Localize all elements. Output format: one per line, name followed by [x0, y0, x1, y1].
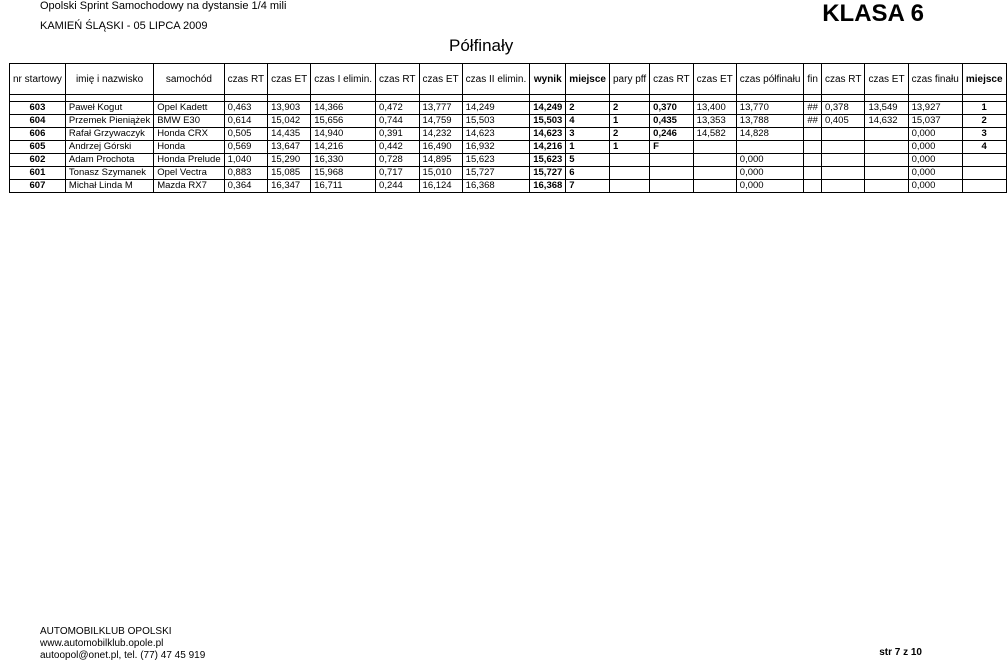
table-cell: 13,549: [865, 102, 908, 115]
column-header: imię i nazwisko: [65, 64, 153, 95]
table-cell: 14,366: [311, 102, 376, 115]
table-cell: 1: [610, 141, 650, 154]
table-cell: 0,000: [908, 180, 962, 193]
spacer-cell: [865, 95, 908, 102]
table-cell: 1: [566, 141, 610, 154]
spacer-cell: [224, 95, 268, 102]
table-cell: [610, 180, 650, 193]
table-cell: 0,000: [736, 167, 804, 180]
table-cell: [804, 128, 822, 141]
table-cell: 15,727: [530, 167, 566, 180]
spacer-cell: [154, 95, 224, 102]
table-cell: [693, 154, 736, 167]
table-cell: [804, 154, 822, 167]
table-cell: 0,505: [224, 128, 268, 141]
table-cell: Tonasz Szymanek: [65, 167, 153, 180]
table-cell: 15,623: [530, 154, 566, 167]
table-cell: 6: [566, 167, 610, 180]
spacer-cell: [693, 95, 736, 102]
table-cell: 0,569: [224, 141, 268, 154]
class-title: KLASA 6: [822, 0, 924, 27]
table-cell: 14,249: [462, 102, 530, 115]
table-cell: 16,347: [268, 180, 311, 193]
column-header: wynik: [530, 64, 566, 95]
table-cell: Przemek Pieniążek: [65, 115, 153, 128]
table-cell: 0,405: [821, 115, 865, 128]
table-cell: 13,788: [736, 115, 804, 128]
spacer-cell: [65, 95, 153, 102]
spacer-cell: [610, 95, 650, 102]
table-cell: Opel Vectra: [154, 167, 224, 180]
table-cell: ##: [804, 102, 822, 115]
column-header: czas ET: [419, 64, 462, 95]
table-cell: 0,000: [908, 167, 962, 180]
table-cell: 14,232: [419, 128, 462, 141]
table-cell: [804, 180, 822, 193]
table-cell: 4: [962, 141, 1006, 154]
table-cell: 0,614: [224, 115, 268, 128]
table-cell: Opel Kadett: [154, 102, 224, 115]
table-cell: 16,124: [419, 180, 462, 193]
table-cell: [804, 141, 822, 154]
table-cell: 14,828: [736, 128, 804, 141]
table-cell: [693, 141, 736, 154]
spacer-cell: [268, 95, 311, 102]
table-cell: [736, 141, 804, 154]
table-row: [10, 128, 1007, 141]
table-header-row: [10, 64, 1007, 95]
table-row: [10, 167, 1007, 180]
table-cell: [821, 167, 865, 180]
table-cell: 606: [10, 128, 66, 141]
table-cell: 0,472: [376, 102, 420, 115]
table-cell: Honda CRX: [154, 128, 224, 141]
spacer-cell: [10, 95, 66, 102]
table-cell: 0,370: [650, 102, 694, 115]
column-header: czas RT: [224, 64, 268, 95]
table-cell: Mazda RX7: [154, 180, 224, 193]
table-cell: 14,632: [865, 115, 908, 128]
table-cell: 0,378: [821, 102, 865, 115]
table-cell: [821, 154, 865, 167]
spacer-cell: [821, 95, 865, 102]
table-cell: Adam Prochota: [65, 154, 153, 167]
column-header: czas ET: [693, 64, 736, 95]
table-cell: [693, 167, 736, 180]
table-cell: 13,353: [693, 115, 736, 128]
table-cell: 0,246: [650, 128, 694, 141]
table-cell: 2: [566, 102, 610, 115]
table-cell: 14,940: [311, 128, 376, 141]
table-cell: 13,927: [908, 102, 962, 115]
column-header: czas półfinału: [736, 64, 804, 95]
table-cell: 0,000: [908, 128, 962, 141]
table-cell: 14,435: [268, 128, 311, 141]
column-header: pary pff: [610, 64, 650, 95]
spacer-cell: [462, 95, 530, 102]
table-cell: [865, 180, 908, 193]
table-cell: 604: [10, 115, 66, 128]
table-cell: [650, 154, 694, 167]
table-cell: 15,010: [419, 167, 462, 180]
table-cell: 605: [10, 141, 66, 154]
table-cell: 0,435: [650, 115, 694, 128]
column-header: czas RT: [376, 64, 420, 95]
table-cell: 13,400: [693, 102, 736, 115]
table-cell: 14,623: [530, 128, 566, 141]
table-cell: 7: [566, 180, 610, 193]
table-cell: 607: [10, 180, 66, 193]
table-cell: 0,391: [376, 128, 420, 141]
table-cell: 2: [962, 115, 1006, 128]
table-cell: 4: [566, 115, 610, 128]
table-cell: 14,582: [693, 128, 736, 141]
table-cell: 14,895: [419, 154, 462, 167]
table-cell: 0,000: [736, 154, 804, 167]
table-cell: 601: [10, 167, 66, 180]
table-cell: [865, 167, 908, 180]
table-cell: 1: [962, 102, 1006, 115]
stage-title: Półfinały: [449, 36, 514, 55]
table-cell: 0,463: [224, 102, 268, 115]
table-cell: [610, 154, 650, 167]
spacer-cell: [566, 95, 610, 102]
table-cell: Honda: [154, 141, 224, 154]
column-header: miejsce: [566, 64, 610, 95]
table-cell: 16,330: [311, 154, 376, 167]
table-cell: 0,000: [908, 141, 962, 154]
table-cell: 15,290: [268, 154, 311, 167]
table-cell: 602: [10, 154, 66, 167]
spacer-cell: [311, 95, 376, 102]
organizer-contact: autoopol@onet.pl, tel. (77) 47 45 919: [40, 650, 206, 661]
spacer-cell: [530, 95, 566, 102]
table-cell: Michał Linda M: [65, 180, 153, 193]
spacer-cell: [908, 95, 962, 102]
table-cell: F: [650, 141, 694, 154]
table-cell: BMW E30: [154, 115, 224, 128]
column-header: nr startowy: [10, 64, 66, 95]
table-cell: 13,777: [419, 102, 462, 115]
table-cell: 0,717: [376, 167, 420, 180]
table-cell: 0,000: [908, 154, 962, 167]
table-row: [10, 115, 1007, 128]
table-cell: 603: [10, 102, 66, 115]
results-body: [10, 95, 1007, 193]
column-header: czas RT: [650, 64, 694, 95]
table-cell: 0,244: [376, 180, 420, 193]
table-cell: 13,647: [268, 141, 311, 154]
table-row: [10, 141, 1007, 154]
table-cell: 0,744: [376, 115, 420, 128]
table-cell: 0,442: [376, 141, 420, 154]
table-cell: ##: [804, 115, 822, 128]
organizer-website: www.automobilklub.opole.pl: [40, 638, 164, 649]
table-cell: [962, 180, 1006, 193]
table-row: [10, 102, 1007, 115]
table-cell: 2: [610, 102, 650, 115]
table-cell: Honda Prelude: [154, 154, 224, 167]
spacer-cell: [419, 95, 462, 102]
table-cell: 0,728: [376, 154, 420, 167]
column-header: czas II elimin.: [462, 64, 530, 95]
table-cell: [804, 167, 822, 180]
table-cell: Andrzej Górski: [65, 141, 153, 154]
table-row: [10, 180, 1007, 193]
results-table: [9, 63, 1007, 193]
column-header: samochód: [154, 64, 224, 95]
column-header: czas ET: [268, 64, 311, 95]
column-header: fin: [804, 64, 822, 95]
table-cell: [693, 180, 736, 193]
event-date-location: KAMIEŃ ŚLĄSKI - 05 LIPCA 2009: [40, 20, 208, 32]
column-header: miejsce: [962, 64, 1006, 95]
table-cell: 13,903: [268, 102, 311, 115]
table-cell: 14,216: [311, 141, 376, 154]
table-cell: [865, 154, 908, 167]
table-cell: 0,364: [224, 180, 268, 193]
table-cell: 15,656: [311, 115, 376, 128]
table-cell: [962, 154, 1006, 167]
table-cell: [821, 141, 865, 154]
table-cell: 15,503: [462, 115, 530, 128]
table-cell: 15,727: [462, 167, 530, 180]
table-cell: [821, 180, 865, 193]
table-cell: Paweł Kogut: [65, 102, 153, 115]
spacer-cell: [376, 95, 420, 102]
table-cell: 1,040: [224, 154, 268, 167]
table-cell: 14,249: [530, 102, 566, 115]
spacer-row: [10, 95, 1007, 102]
organizer-name: AUTOMOBILKLUB OPOLSKI: [40, 626, 172, 637]
spacer-cell: [804, 95, 822, 102]
column-header: czas I elimin.: [311, 64, 376, 95]
table-cell: 16,368: [462, 180, 530, 193]
table-row: [10, 154, 1007, 167]
spacer-cell: [736, 95, 804, 102]
table-cell: 15,503: [530, 115, 566, 128]
page-number: str 7 z 10: [879, 647, 922, 658]
spacer-cell: [962, 95, 1006, 102]
table-cell: [962, 167, 1006, 180]
table-cell: 3: [566, 128, 610, 141]
column-header: czas ET: [865, 64, 908, 95]
table-cell: 14,759: [419, 115, 462, 128]
table-cell: [865, 128, 908, 141]
table-cell: 14,216: [530, 141, 566, 154]
table-cell: 0,000: [736, 180, 804, 193]
table-cell: 14,623: [462, 128, 530, 141]
event-title: Opolski Sprint Samochodowy na dystansie 1/4 mili: [40, 0, 287, 12]
table-cell: 16,490: [419, 141, 462, 154]
table-cell: [865, 141, 908, 154]
table-cell: 15,042: [268, 115, 311, 128]
table-cell: 15,085: [268, 167, 311, 180]
table-cell: [650, 167, 694, 180]
column-header: czas finału: [908, 64, 962, 95]
table-cell: [821, 128, 865, 141]
table-cell: 16,932: [462, 141, 530, 154]
table-cell: [650, 180, 694, 193]
table-cell: 15,968: [311, 167, 376, 180]
table-cell: 16,368: [530, 180, 566, 193]
table-cell: 16,711: [311, 180, 376, 193]
spacer-cell: [650, 95, 694, 102]
table-cell: 13,770: [736, 102, 804, 115]
table-cell: 15,623: [462, 154, 530, 167]
table-cell: 5: [566, 154, 610, 167]
table-cell: 0,883: [224, 167, 268, 180]
table-cell: 2: [610, 128, 650, 141]
column-header: czas RT: [821, 64, 865, 95]
table-cell: [610, 167, 650, 180]
table-cell: 3: [962, 128, 1006, 141]
table-cell: 15,037: [908, 115, 962, 128]
table-cell: 1: [610, 115, 650, 128]
table-cell: Rafał Grzywaczyk: [65, 128, 153, 141]
